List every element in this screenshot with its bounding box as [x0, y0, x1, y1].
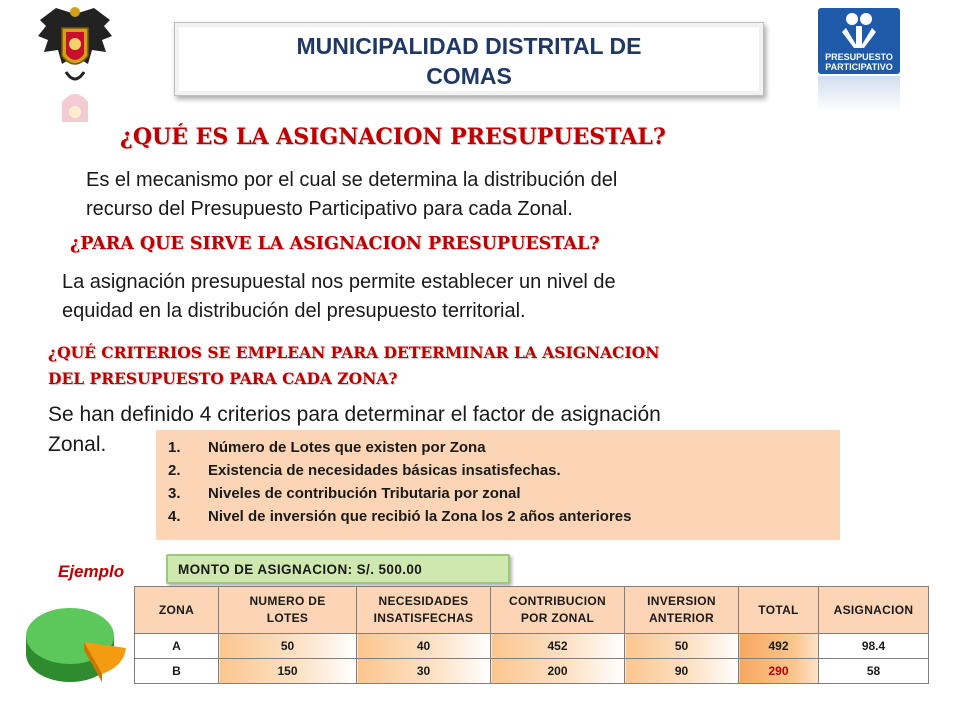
example-label: Ejemplo [58, 562, 125, 581]
cell-necesidades: 30 [357, 659, 491, 684]
criteria-number: 1. [168, 439, 181, 456]
criteria-item [168, 482, 840, 505]
column-header: NUMERO DE LOTES [219, 587, 357, 634]
heading-line: DEL PRESUPUESTO PARA CADA ZONA? [48, 369, 398, 388]
asignacion-table [134, 586, 928, 684]
table-row [135, 634, 929, 659]
cell-lotes: 150 [219, 659, 357, 684]
monto-asignacion-box: MONTO DE ASIGNACION: S/. 500.00 [166, 554, 510, 584]
criteria-item [168, 505, 840, 528]
cell-inversion: 50 [625, 634, 739, 659]
municipality-coat-of-arms-logo [36, 6, 114, 92]
cell-asignacion: 58 [819, 659, 929, 684]
logo-text-participativo: PARTICIPATIVO [825, 62, 893, 72]
cell-total: 492 [739, 634, 819, 659]
criteria-number: 4. [168, 508, 181, 525]
title-line-1: MUNICIPALIDAD DISTRITAL DE [296, 33, 642, 59]
column-header: ZONA [135, 587, 219, 634]
table-row [135, 659, 929, 684]
paragraph-line: La asignación presupuestal nos permite establecer un nivel de [62, 271, 616, 293]
criteria-number: 2. [168, 462, 181, 479]
criteria-text: Niveles de contribución Tributaria por zonal [208, 485, 521, 502]
heading-que-es: ¿QUÉ ES LA ASIGNACION PRESUPUESTAL? [120, 124, 666, 150]
cell-zona: A [135, 634, 219, 659]
criteria-number: 3. [168, 485, 181, 502]
criteria-list [156, 430, 840, 540]
logo-reflection [818, 76, 900, 112]
presupuesto-participativo-logo [818, 8, 900, 74]
cell-necesidades: 40 [357, 634, 491, 659]
paragraph-line: Zonal. [48, 433, 107, 456]
heading-criterios [48, 340, 928, 392]
column-header: ASIGNACION [819, 587, 929, 634]
cell-contribucion: 200 [491, 659, 625, 684]
table-header-row [135, 587, 929, 634]
cell-lotes: 50 [219, 634, 357, 659]
cell-inversion: 90 [625, 659, 739, 684]
paragraph-line: Se han definido 4 criterios para determinar el factor de asignación [48, 403, 661, 426]
criteria-item [168, 459, 840, 482]
criteria-text: Nivel de inversión que recibió la Zona los 2 años anteriores [208, 508, 632, 525]
paragraph-line: Es el mecanismo por el cual se determina la distribución del [86, 169, 618, 191]
cell-asignacion: 98.4 [819, 634, 929, 659]
pie-chart-icon [22, 596, 132, 692]
cell-total: 290 [739, 659, 819, 684]
column-header: NECESIDADES INSATISFECHAS [357, 587, 491, 634]
title-line-2: COMAS [426, 63, 512, 89]
page-title [174, 22, 764, 96]
logo-text-presupuesto: PRESUPUESTO [825, 52, 893, 62]
column-header: CONTRIBUCION POR ZONAL [491, 587, 625, 634]
paragraph-line: equidad en la distribución del presupuesto territorial. [62, 300, 526, 322]
criteria-text: Existencia de necesidades básicas insatisfechas. [208, 462, 561, 479]
coat-of-arms-reflection [36, 92, 114, 128]
heading-para-que-sirve: ¿PARA QUE SIRVE LA ASIGNACION PRESUPUESTAL? [70, 234, 600, 254]
column-header: TOTAL [739, 587, 819, 634]
criteria-item [168, 436, 840, 459]
cell-contribucion: 452 [491, 634, 625, 659]
criteria-text: Número de Lotes que existen por Zona [208, 439, 486, 456]
paragraph-que-es [86, 166, 826, 224]
paragraph-line: recurso del Presupuesto Participativo para cada Zonal. [86, 198, 573, 220]
paragraph-para-que-sirve [62, 268, 842, 326]
column-header: INVERSION ANTERIOR [625, 587, 739, 634]
cell-zona: B [135, 659, 219, 684]
heading-line: ¿QUÉ CRITERIOS SE EMPLEAN PARA DETERMINAR LA ASIGNACION [48, 343, 660, 362]
